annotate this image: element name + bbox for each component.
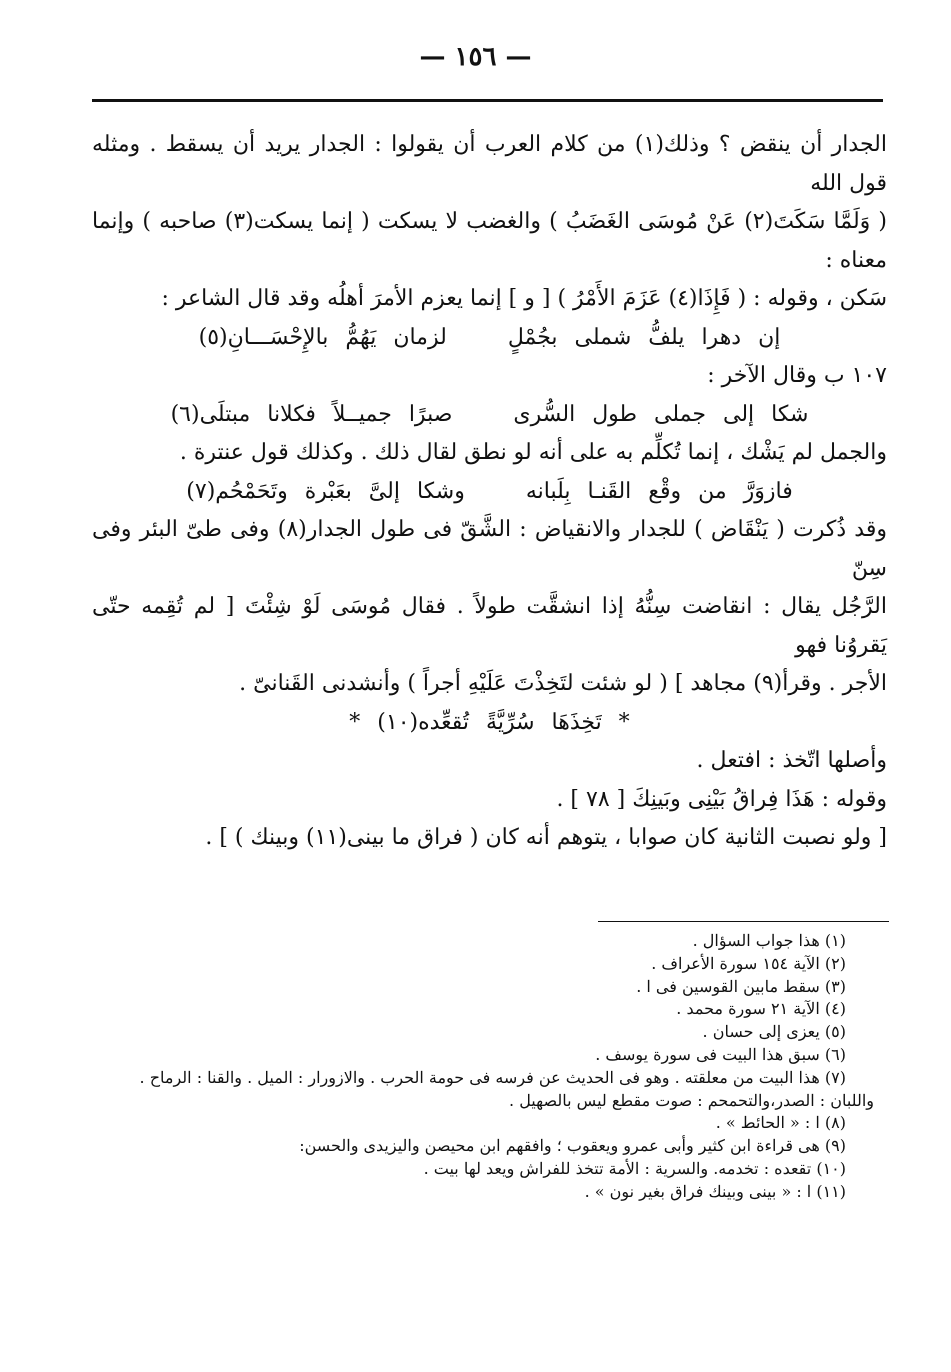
- footnote: (٨) ا : « الحائط » .: [715, 1113, 846, 1133]
- footnote: (٤) الآية ٢١ سورة محمد .: [676, 999, 846, 1019]
- verse-1: [92, 319, 887, 358]
- footnote: (١١) ا : « بينى وبينك فراق بغير نون » .: [584, 1181, 846, 1201]
- verse-3-first-hemistich: فازوَرَّ من وقْع القَنـا بِلَبانه: [525, 478, 793, 504]
- text-line: وأصلها اتّخذ : افتعل .: [696, 748, 887, 773]
- text-line: ١٠٧ ب وقال الآخر :: [707, 363, 887, 388]
- text-line: الأجر . وقرأ(٩) مجاهد ] ( لو شئت لتَخِذْتَ عَلَيْهِ أجراً ) وأنشدنى القَنانىّ .: [239, 671, 887, 696]
- footnotes: [92, 930, 874, 1204]
- text-line: ( وَلَمَّا سَكَتَ(٢) عَنْ مُوسَى الغَضَبُ ) والغضب لا يسكت ( إنما يسكت(٣) صاحبه ) وإنما معناه :: [92, 209, 888, 273]
- text-line: الرَّجُل يقال : انقاضت سِنُّهُ إذا انشقَّت طولاً . فقال مُوسَى لَوْ شِئْتَ [ لم تُقِمه حتّى يَقروُنا فهو: [92, 594, 887, 658]
- verse-1-first-hemistich: إن دهرا يلفُّ شملى بجُمْلٍ: [507, 324, 781, 350]
- footnote: (٥) يعزى إلى حسان .: [702, 1022, 846, 1042]
- footnote: (١) هذا جواب السؤال .: [692, 931, 846, 950]
- verse-2: [92, 396, 887, 435]
- verse-2-first-hemistich: شكا إلى جملى طول السُّرى: [513, 401, 809, 427]
- verse-3: [92, 473, 887, 512]
- text-line: سَكن ، وقوله : ( فَإِذَا(٤) عَزَمَ الأَمْرُ ) [ و ] إنما يعزم الأمرَ أهلُه وقد قال الشاعر :: [161, 286, 887, 311]
- header-rule: [92, 99, 883, 102]
- footnote: (٣) سقط مابين القوسين فى ا .: [636, 976, 846, 996]
- footnote: (٢) الآية ١٥٤ سورة الأعراف .: [651, 953, 846, 973]
- footnote: (٩) هى قراءة ابن كثير وأبى عمرو ويعقوب ؛ وافقهم ابن محيصن واليزيدى والحسن:: [299, 1136, 846, 1156]
- main-text: [92, 126, 887, 858]
- text-line: الجدار أن ينقض ؟ وذلك(١) من كلام العرب أن يقولوا : الجدار يريد أن يسقط . ومثله قول الله: [92, 132, 887, 196]
- footnote: (٧) هذا البيت من معلقته . وهو فى الحديث عن فرسه فى حومة الحرب . والازورار : الميل . والقنا : الرماح .: [139, 1067, 846, 1087]
- page-number: — ١٥٦ —: [419, 42, 532, 72]
- text-line: وقوله : هَذَا فِراقُ بَيْنِى وبَينِكَ [ ٧٨ ] .: [556, 786, 887, 812]
- verse-2-second-hemistich: صبرًا جميــلاً فكلانا مبتلَى(٦): [170, 401, 453, 427]
- footnote: (١٠) تقعده : تخدمه. والسرية : الأمة تتخذ للفراش ويعد لها بيت .: [423, 1158, 846, 1178]
- verse-3-second-hemistich: وشكا إلىَّ بعَبْرة وتَحَمْحُم(٧): [186, 478, 465, 504]
- text-line: والجمل لم يَشْك ، إنما تُكلِّم به على أنه لو نطق لقال ذلك . وكذلك قول عنترة .: [179, 440, 887, 465]
- footnote: (٦) سبق هذا البيت فى سورة يوسف .: [595, 1044, 846, 1064]
- text-line: وقد ذُكرت ( يَنْقَاض ) للجدار والانقياض : الشَّقّ فى طول الجدار(٨) وفى طىّ البئر وفى سِنّ: [92, 517, 887, 581]
- verse-1-second-hemistich: لزمان يَهُمُّ بالإِحْسَـــانِ(٥): [198, 324, 447, 350]
- verse-4: * تَخِذَهَا سُرِّيَّةً تُقعِّده(١٠) *: [349, 709, 630, 735]
- footnote-continuation: واللبان : الصدر،والتحمحم : صوت مقطع ليس بالصهيل .: [509, 1090, 874, 1110]
- footnote-rule: [598, 921, 889, 922]
- text-line: [ ولو نصبت الثانية كان صوابا ، يتوهم أنه كان ( فراق ما بينى(١١) وبينك ) ] .: [205, 825, 887, 850]
